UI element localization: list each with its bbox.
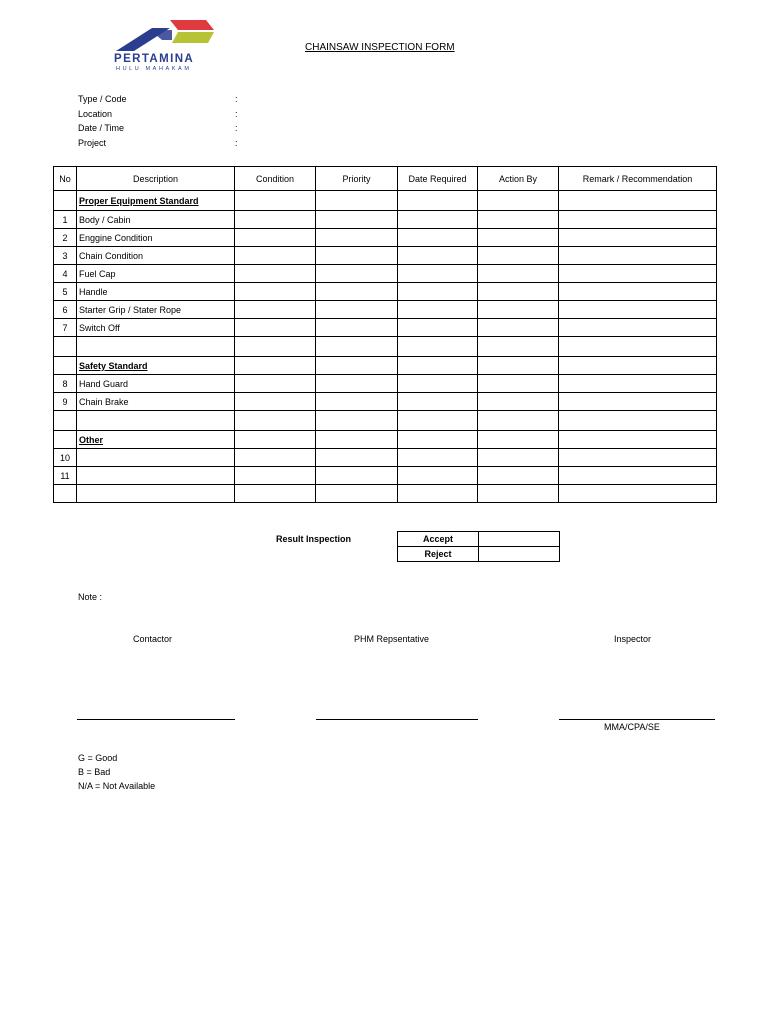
- project-colon: :: [235, 138, 238, 148]
- row-no: 10: [54, 449, 77, 467]
- table-row: [54, 301, 717, 319]
- accept-box[interactable]: [479, 532, 560, 547]
- row-description: Enggine Condition: [77, 229, 235, 247]
- row-no: 6: [54, 301, 77, 319]
- row-description: Switch Off: [77, 319, 235, 337]
- result-table: [397, 531, 560, 562]
- location-colon: :: [235, 109, 238, 119]
- result-inspection-label: Result Inspection: [276, 534, 352, 544]
- table-row: [54, 449, 717, 467]
- row-description: Starter Grip / Stater Rope: [77, 301, 235, 319]
- row-description[interactable]: [77, 449, 235, 467]
- inspector-label: Inspector: [614, 634, 652, 644]
- section-row-proper: [54, 191, 717, 211]
- phm-signature-line[interactable]: [316, 719, 478, 720]
- inspection-table: [53, 166, 717, 503]
- table-row: [54, 393, 717, 411]
- row-description: Fuel Cap: [77, 265, 235, 283]
- row-no: 11: [54, 467, 77, 485]
- row-no: 9: [54, 393, 77, 411]
- row-description[interactable]: [77, 467, 235, 485]
- legend-not-available: N/A = Not Available: [78, 781, 156, 791]
- header-action-by: Action By: [478, 167, 559, 191]
- logo-subtitle: HULU MAHAKAM: [116, 66, 192, 72]
- section-proper-equipment: Proper Equipment Standard: [77, 191, 235, 211]
- legend-good: G = Good: [78, 753, 118, 763]
- row-no: 4: [54, 265, 77, 283]
- reject-row: [398, 547, 560, 562]
- table-header-row: [54, 167, 717, 191]
- location-label: Location: [78, 109, 113, 119]
- empty-row: [54, 337, 717, 357]
- table-row: [54, 211, 717, 229]
- date-time-label: Date / Time: [78, 123, 125, 133]
- contractor-signature-line[interactable]: [77, 719, 235, 720]
- header-priority: Priority: [316, 167, 398, 191]
- table-row: [54, 467, 717, 485]
- reject-box[interactable]: [479, 547, 560, 562]
- project-label: Project: [78, 138, 107, 148]
- empty-row: [54, 485, 717, 503]
- row-no: 5: [54, 283, 77, 301]
- contractor-label: Contactor: [133, 634, 173, 644]
- header-date-required: Date Required: [398, 167, 478, 191]
- table-row: [54, 283, 717, 301]
- row-description: Hand Guard: [77, 375, 235, 393]
- inspector-signature-line[interactable]: [559, 719, 715, 720]
- table-row: [54, 375, 717, 393]
- row-no: 8: [54, 375, 77, 393]
- row-no: 1: [54, 211, 77, 229]
- table-row: [54, 229, 717, 247]
- note-label: Note :: [78, 592, 103, 602]
- row-description: Body / Cabin: [77, 211, 235, 229]
- accept-label: Accept: [398, 532, 479, 547]
- section-row-other: [54, 431, 717, 449]
- section-other: Other: [77, 431, 235, 449]
- table-row: [54, 265, 717, 283]
- section-safety-standard: Safety Standard: [77, 357, 235, 375]
- form-title: CHAINSAW INSPECTION FORM: [305, 42, 455, 53]
- row-description: Handle: [77, 283, 235, 301]
- logo-green-stripe: [172, 32, 214, 43]
- phm-representative-label: PHM Repsentative: [354, 634, 430, 644]
- type-code-label: Type / Code: [78, 94, 127, 104]
- inspector-subtitle: MMA/CPA/SE: [604, 722, 660, 732]
- empty-row: [54, 411, 717, 431]
- table-row: [54, 247, 717, 265]
- row-description: Chain Brake: [77, 393, 235, 411]
- logo-red-stripe: [170, 20, 214, 30]
- date-time-colon: :: [235, 123, 238, 133]
- table-row: [54, 319, 717, 337]
- header-condition: Condition: [235, 167, 316, 191]
- row-no: 2: [54, 229, 77, 247]
- header-no: No: [54, 167, 77, 191]
- type-code-colon: :: [235, 94, 238, 104]
- header-description: Description: [77, 167, 235, 191]
- row-description: Chain Condition: [77, 247, 235, 265]
- logo-wordmark: PERTAMINA: [114, 53, 195, 65]
- header-remark: Remark / Recommendation: [559, 167, 717, 191]
- row-no: 3: [54, 247, 77, 265]
- reject-label: Reject: [398, 547, 479, 562]
- row-no: 7: [54, 319, 77, 337]
- section-row-safety: [54, 357, 717, 375]
- legend-bad: B = Bad: [78, 767, 111, 777]
- accept-row: [398, 532, 560, 547]
